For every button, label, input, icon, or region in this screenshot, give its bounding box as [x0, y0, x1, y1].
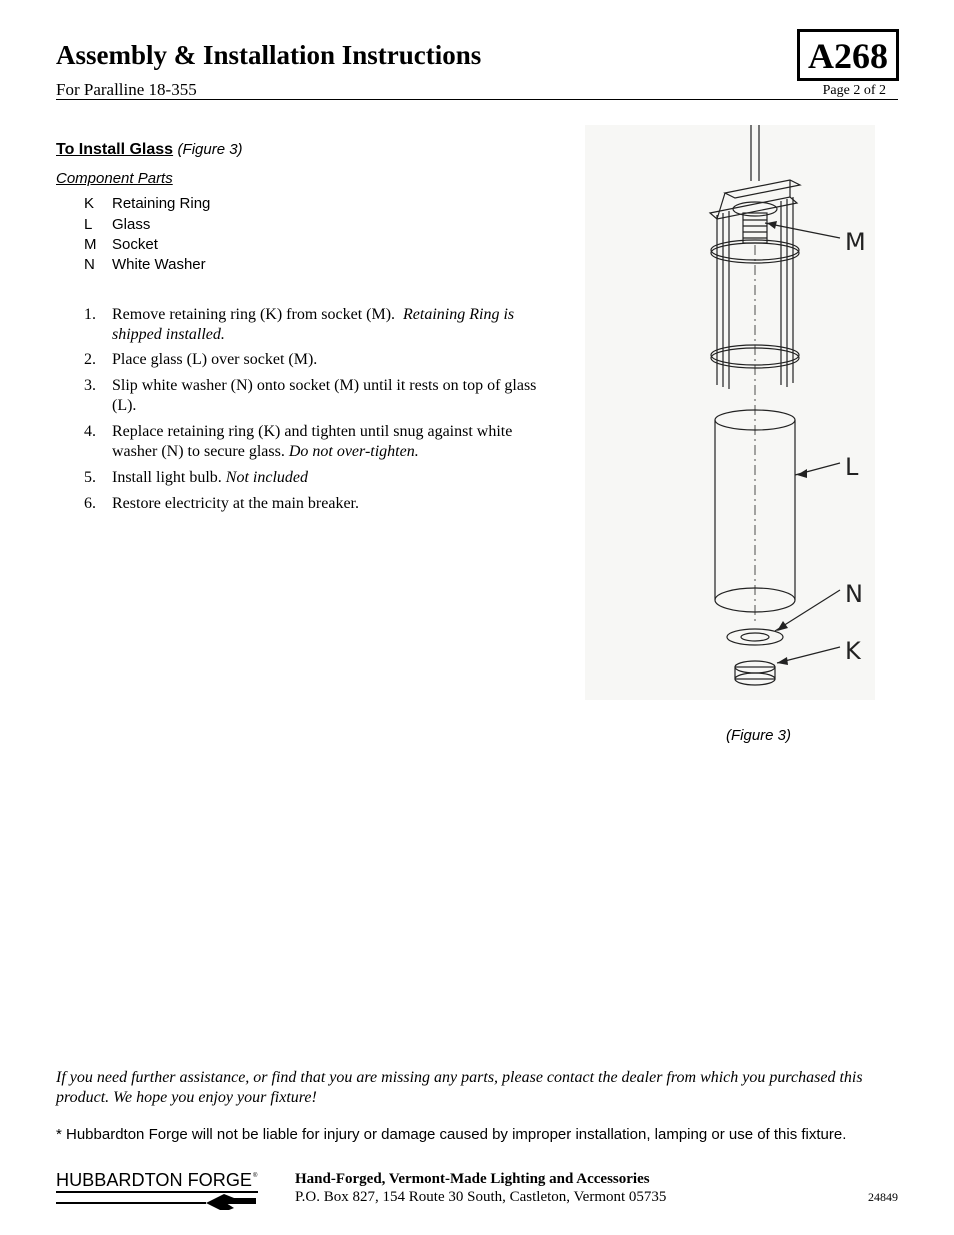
step-number: 4.: [84, 423, 96, 440]
step-text: Place glass (L) over socket (M).: [112, 351, 318, 368]
header-divider: [56, 99, 898, 100]
section-heading: [56, 141, 243, 159]
step-text: Restore electricity at the main breaker.: [112, 495, 359, 512]
step-number: 1.: [84, 306, 96, 323]
part-name: White Washer: [112, 256, 206, 273]
step-text: Remove retaining ring (K) from socket (M).: [112, 306, 396, 323]
instruction-step: [84, 305, 554, 345]
instruction-step: [84, 494, 554, 514]
svg-text:®: ®: [253, 1173, 258, 1179]
document-code-box: A268: [797, 29, 899, 81]
list-item: [84, 216, 150, 233]
part-name: Socket: [112, 236, 158, 253]
step-note: Retaining Ring is shipped installed.: [112, 306, 515, 343]
instruction-step: [84, 350, 554, 370]
footer-tagline: Hand-Forged, Vermont-Made Lighting and Accessories: [295, 1171, 650, 1187]
part-name: Glass: [112, 216, 151, 233]
label-k: K: [845, 637, 861, 665]
instruction-step: [84, 422, 554, 462]
label-m: M: [845, 228, 866, 256]
instruction-step: [84, 376, 554, 416]
assistance-note: If you need further assistance, or find that you are missing any parts, please contact the dealer from which you purchased this product. We hope you enjoy your fixture!: [56, 1069, 863, 1106]
document-id: 24849: [868, 1190, 898, 1204]
step-note: Not included: [225, 469, 308, 486]
part-letter: N: [84, 256, 95, 273]
component-parts-heading: Component Parts: [56, 170, 173, 187]
company-logo: [56, 1168, 261, 1210]
step-number: 5.: [84, 469, 96, 486]
label-n: N: [845, 580, 863, 608]
exploded-view-drawing: [585, 125, 875, 700]
part-letter: K: [84, 195, 95, 212]
part-letter: M: [84, 236, 97, 253]
logo-wordmark: HUBBARDTON FORGE: [56, 1170, 252, 1190]
list-item: [84, 236, 158, 253]
page-number: Page 2 of 2: [822, 83, 886, 98]
step-text: Slip white washer (N) onto socket (M) until it rests on top of glass (L).: [112, 377, 537, 414]
step-note: Do not over-tighten.: [288, 443, 419, 460]
section-title: To Install Glass: [56, 141, 174, 158]
liability-disclaimer: * Hubbardton Forge will not be liable for injury or damage caused by improper installation, lamping or use of this fixture.: [56, 1126, 847, 1143]
step-text: Replace retaining ring (K) and tighten until snug against white washer (N) to secure glass.: [112, 423, 513, 460]
part-letter: L: [84, 216, 93, 233]
list-item: [84, 195, 210, 212]
step-number: 6.: [84, 495, 96, 512]
step-number: 2.: [84, 351, 96, 368]
page-title: Assembly & Installation Instructions: [56, 40, 482, 70]
section-figure-ref: (Figure 3): [177, 141, 243, 158]
product-subtitle: For Paralline 18-355: [56, 80, 197, 99]
instruction-step: [84, 468, 554, 488]
step-text: Install light bulb.: [112, 469, 222, 486]
step-number: 3.: [84, 377, 96, 394]
figure-caption: (Figure 3): [726, 727, 792, 744]
label-l: L: [845, 453, 859, 481]
footer-address: P.O. Box 827, 154 Route 30 South, Castleton, Vermont 05735: [295, 1189, 667, 1205]
figure-3-illustration: [585, 125, 875, 700]
part-name: Retaining Ring: [112, 195, 211, 212]
list-item: [84, 256, 206, 273]
